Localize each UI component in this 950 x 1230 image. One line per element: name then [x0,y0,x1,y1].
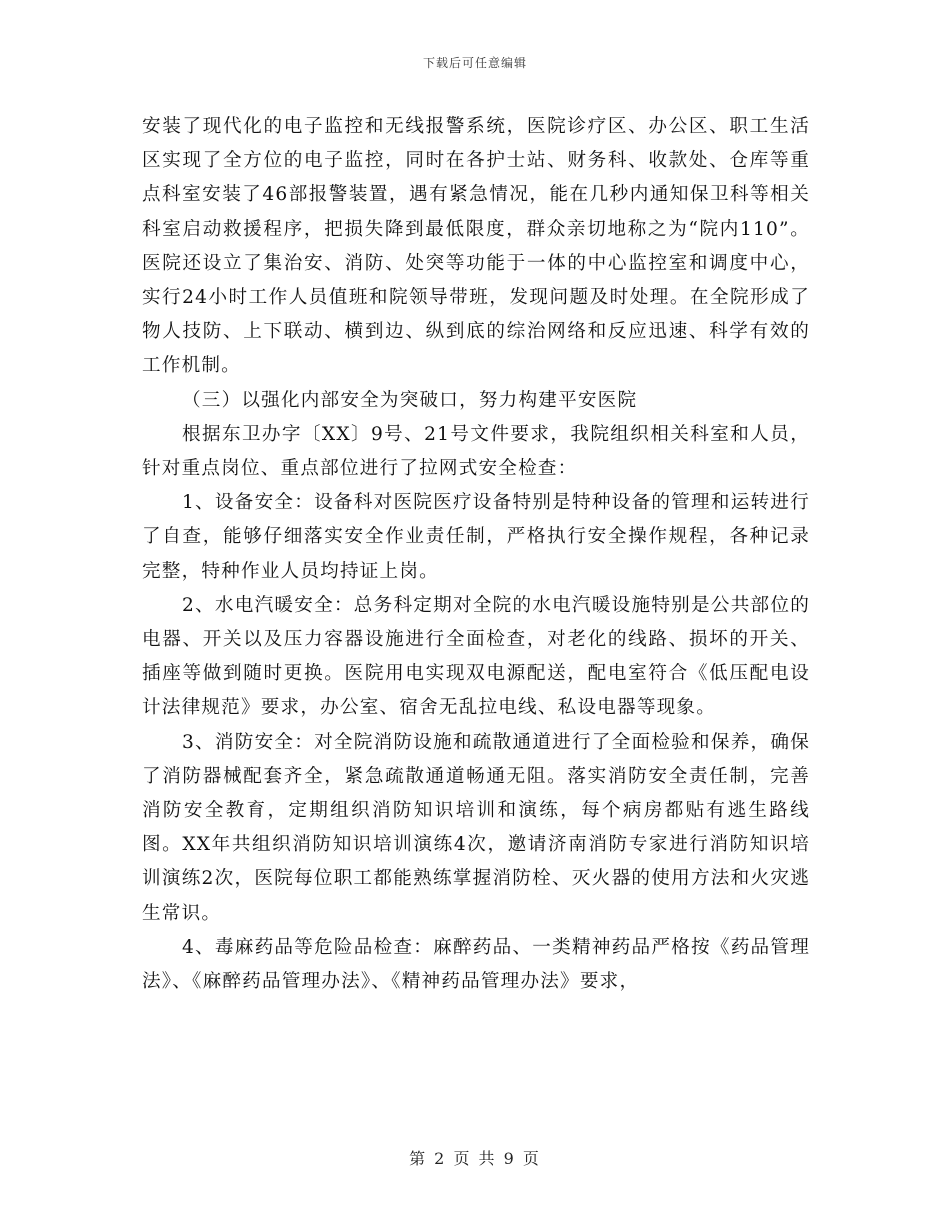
page-header-note: 下载后可任意编辑 [422,56,527,70]
section-heading-internal-safety: （三）以强化内部安全为突破口，努力构建平安医院 [181,389,638,411]
paragraph-fire-safety: 3、消防安全：对全院消防设施和疏散通道进行了全面检验和保养，确保了消防器械配套齐全，紧急疏散通道畅通无阻。落实消防安全责任制，完善消防安全教育，定期组织消防知识培训和演练，每个病房都贴有逃生路线图。XX年共组织消防知识培训演练4次，邀请济南消防专家进行消防知识培训演练2次，医院每位职工都能熟练掌握消防栓、灭火器的使用方法和火灾逃生常识。 [142,731,810,924]
paragraph-inspection-basis: 根据东卫办字〔XX〕9号、21号文件要求，我院组织相关科室和人员，针对重点岗位、重点部位进行了拉网式安全检查： [142,423,810,480]
document-body [142,110,810,999]
paragraph-utility-safety: 2、水电汽暖安全：总务科定期对全院的水电汽暖设施特别是公共部位的电器、开关以及压力容器设施进行全面检查，对老化的线路、损坏的开关、插座等做到随时更换。医院用电实现双电源配送，配电室符合《低压配电设计法律规范》要求，办公室、宿舍无乱拉电线、私设电器等现象。 [142,594,810,719]
paragraph-monitoring-system: 安装了现代化的电子监控和无线报警系统，医院诊疗区、办公区、职工生活区实现了全方位的电子监控，同时在各护士站、财务科、收款处、仓库等重点科室安装了46部报警装置，遇有紧急情况，能在几秒内通知保卫科等相关科室启动救援程序，把损失降到最低限度，群众亲切地称之为“院内110”。医院还设立了集治安、消防、处突等功能于一体的中心监控室和调度中心，实行24小时工作人员值班和院领导带班，发现问题及时处理。在全院形成了物人技防、上下联动、横到边、纵到底的综治网络和反应迅速、科学有效的工作机制。 [142,116,810,377]
paragraph-equipment-safety: 1、设备安全：设备科对医院医疗设备特别是特种设备的管理和运转进行了自查，能够仔细落实安全作业责任制，严格执行安全操作规程，各种记录完整，特种作业人员均持证上岗。 [142,492,810,582]
paragraph-hazardous-drugs: 4、毒麻药品等危险品检查：麻醉药品、一类精神药品严格按《药品管理法》、《麻醉药品管理办法》、《精神药品管理办法》要求， [142,936,810,993]
page-number-footer: 第 2 页 共 9 页 [409,1149,541,1168]
